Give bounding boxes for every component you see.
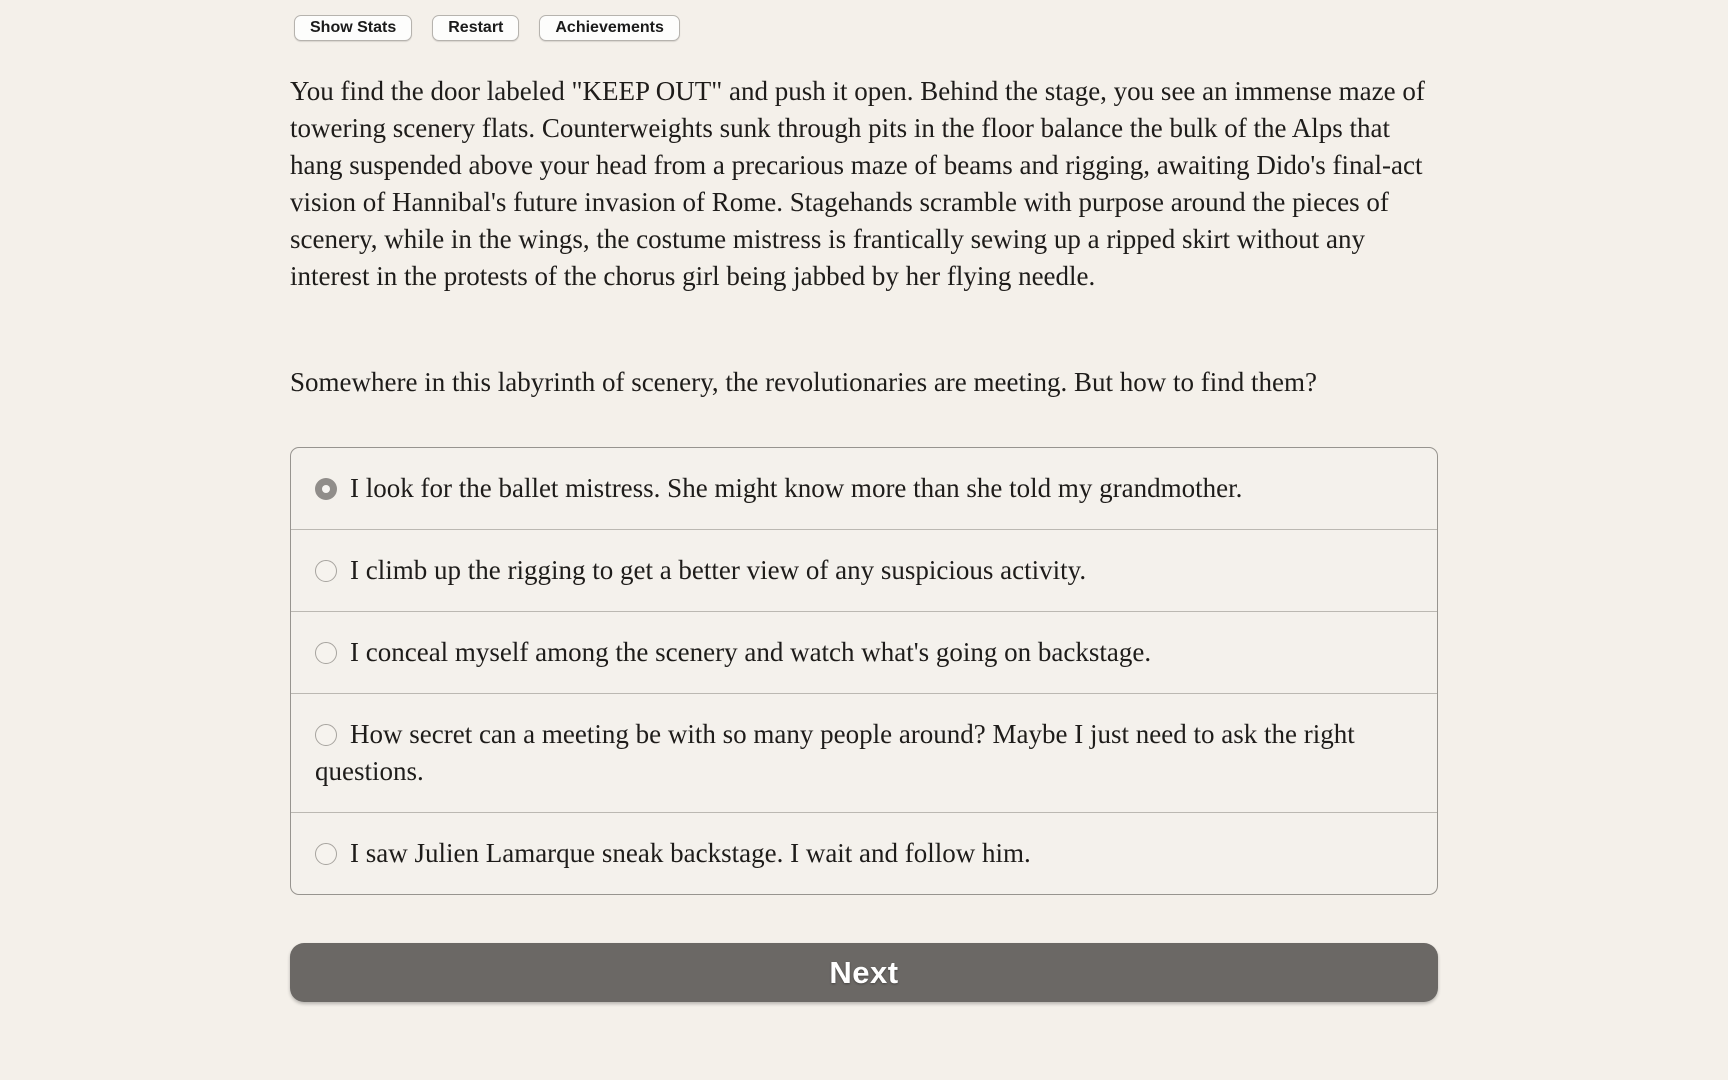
next-button[interactable]: Next [290, 943, 1438, 1002]
content-column [290, 0, 1438, 1002]
radio-unselected-icon[interactable] [315, 724, 337, 746]
choice-option-label: I saw Julien Lamarque sneak backstage. I wait and follow him. [350, 838, 1031, 868]
radio-unselected-icon[interactable] [315, 843, 337, 865]
radio-selected-icon[interactable] [315, 478, 337, 500]
achievements-button[interactable]: Achievements [539, 15, 680, 41]
choice-option-2[interactable] [291, 529, 1437, 611]
restart-button[interactable]: Restart [432, 15, 519, 41]
radio-unselected-icon[interactable] [315, 642, 337, 664]
choice-option-label: I look for the ballet mistress. She might know more than she told my grandmother. [350, 473, 1243, 503]
choice-option-4[interactable] [291, 693, 1437, 812]
story-paragraph-1: You find the door labeled "KEEP OUT" and push it open. Behind the stage, you see an immense maze of towering scenery flats. Counterweights sunk through pits in the floor balance the bulk of the Alps that hang suspended above your head from a precarious maze of beams and rigging, awaiting Dido's final-act vision of Hannibal's future invasion of Rome. Stagehands scramble with purpose around the pieces of scenery, while in the wings, the costume mistress is frantically sewing up a ripped skirt without any interest in the protests of the chorus girl being jabbed by her flying needle. [290, 76, 1425, 291]
choice-option-5[interactable] [291, 812, 1437, 894]
show-stats-button[interactable]: Show Stats [294, 15, 412, 41]
choice-option-label: I conceal myself among the scenery and watch what's going on backstage. [350, 637, 1152, 667]
radio-unselected-icon[interactable] [315, 560, 337, 582]
choice-option-3[interactable] [291, 611, 1437, 693]
story-paragraph-2: Somewhere in this labyrinth of scenery, the revolutionaries are meeting. But how to find them? [290, 367, 1317, 397]
choice-option-label: How secret can a meeting be with so many people around? Maybe I just need to ask the right questions. [315, 719, 1355, 786]
choice-option-1[interactable] [291, 448, 1437, 529]
choices-list [290, 447, 1438, 895]
toolbar [294, 15, 1438, 41]
story-text [290, 73, 1438, 401]
choice-option-label: I climb up the rigging to get a better view of any suspicious activity. [350, 555, 1087, 585]
